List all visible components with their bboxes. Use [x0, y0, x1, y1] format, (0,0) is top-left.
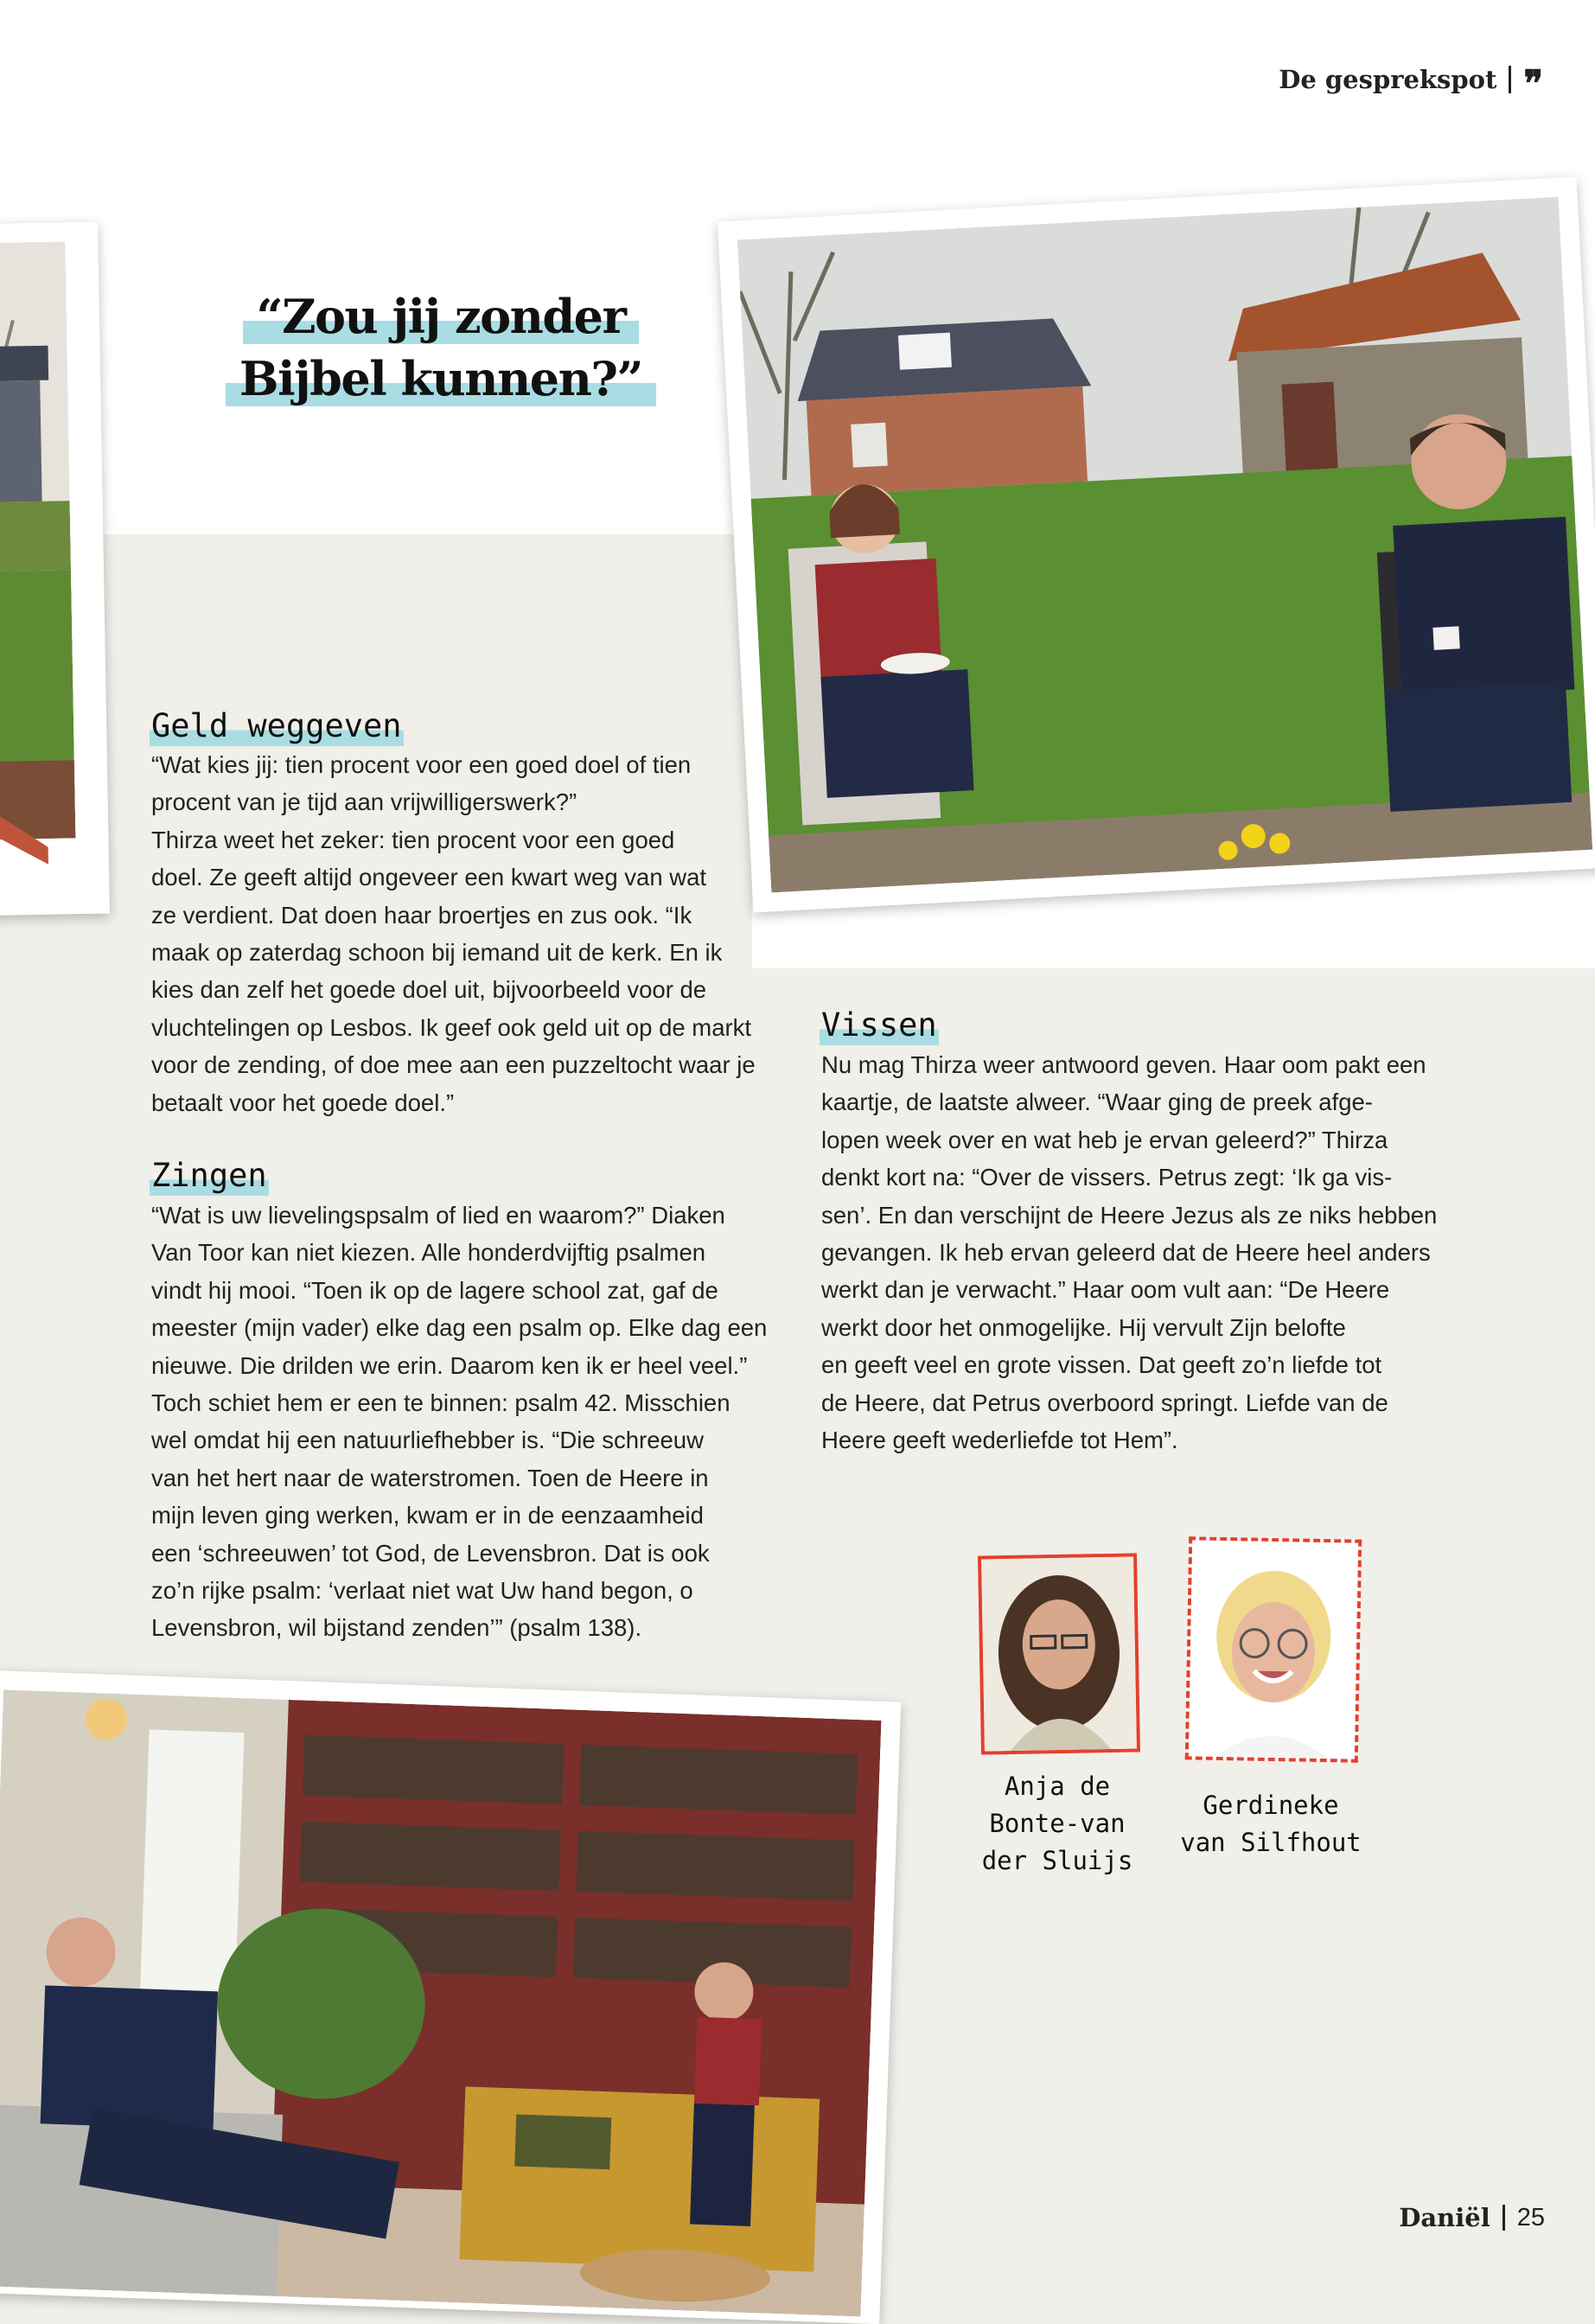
- body-line: ze verdient. Dat doen haar broertjes en zus ook. “Ik: [151, 901, 692, 929]
- body-line: werkt door het onmogelijke. Hij vervult Zijn belofte: [821, 1313, 1346, 1341]
- caption-line: Bonte-van: [989, 1809, 1126, 1838]
- body-line: Toch schiet hem er een te binnen: psalm 42. Misschien: [151, 1389, 731, 1417]
- author-portrait-gerdineke: [1185, 1536, 1362, 1762]
- garden-conversation-image: [737, 197, 1592, 893]
- title-line-1: “Zou jij zonder: [243, 289, 640, 344]
- body-line: de Heere, dat Petrus overboord springt. Liefde van de: [821, 1389, 1388, 1416]
- article-title: [225, 285, 657, 410]
- body-line: Heere geeft wederliefde tot Hem”.: [821, 1427, 1178, 1454]
- section-heading-zingen: Zingen: [151, 1157, 267, 1194]
- section-heading-vissen: Vissen: [821, 1006, 937, 1044]
- body-line: Van Toor kan niet kiezen. Alle honderdvijftig psalmen: [151, 1239, 706, 1267]
- header-divider: [1509, 66, 1511, 93]
- body-line: werkt dan je verwacht.” Haar oom vult aan: “De Heere: [821, 1276, 1390, 1304]
- body-line: een ‘schreeuwen’ tot God, de Levensbron. Dat is ook: [151, 1539, 710, 1567]
- section-name: De gesprekspot: [1279, 65, 1497, 94]
- body-line: Thirza weet het zeker: tien procent voor een goed: [151, 826, 675, 853]
- photo-garden-conversation: [718, 177, 1595, 913]
- body-line: zo’n rijke psalm: ‘verlaat niet wat Uw hand begon, o: [151, 1577, 693, 1605]
- body-line: van het hert naar de waterstromen. Toen de Heere in: [151, 1464, 709, 1491]
- body-line: doel. Ze geeft altijd ongeveer een kwart weg van wat: [151, 864, 707, 891]
- body-line: gevangen. Ik heb ervan geleerd dat de Heere heel anders: [821, 1239, 1431, 1267]
- body-line: “Wat is uw lievelingspsalm of lied en waarom?” Diaken: [151, 1202, 725, 1229]
- caption-line: der Sluijs: [981, 1846, 1133, 1875]
- body-line: kies dan zelf het goede doel uit, bijvoorbeeld voor de: [151, 976, 707, 1004]
- author-caption-gerdineke: [1167, 1787, 1375, 1861]
- body-line: betaalt voor het goede doel.”: [151, 1089, 455, 1116]
- magazine-name: Daniël: [1399, 2203, 1490, 2232]
- author-caption-anja: [967, 1768, 1148, 1880]
- body-line: lopen week over en wat heb je ervan geleerd?” Thirza: [821, 1126, 1388, 1153]
- body-line: denkt kort na: “Over de vissers. Petrus zegt: ‘Ik ga vis-: [821, 1164, 1393, 1191]
- quote-icon: ❞: [1523, 62, 1543, 105]
- body-line: kaartje, de laatste alweer. “Waar ging de preek afge-: [821, 1089, 1373, 1116]
- photo-living-room: [0, 1670, 901, 2324]
- body-line: wel omdat hij een natuurliefhebber is. “Die schreeuw: [151, 1427, 704, 1454]
- body-line: mijn leven ging werken, kwam er in de eenzaamheid: [151, 1502, 704, 1529]
- body-line: en geeft veel en grote vissen. Dat geeft zo’n liefde tot: [821, 1351, 1382, 1379]
- garden-photo-image: [0, 241, 80, 1116]
- section-heading-geld: Geld weggeven: [151, 707, 402, 744]
- running-header: [1279, 57, 1543, 105]
- body-line: procent van je tijd aan vrijwilligerswerk?”: [151, 788, 577, 816]
- photo-garden-left: [0, 222, 110, 916]
- body-line: Nu mag Thirza weer antwoord geven. Haar oom pakt een: [821, 1051, 1426, 1078]
- body-line: nieuwe. Die drilden we erin. Daarom ken ik er heel veel.”: [151, 1351, 748, 1379]
- body-line: Levensbron, wil bijstand zenden’” (psalm 138).: [151, 1614, 642, 1642]
- body-line: “Wat kies jij: tien procent voor een goed doel of tien: [151, 751, 692, 778]
- section-body-zingen: [151, 1197, 791, 1647]
- body-line: sen’. En dan verschijnt de Heere Jezus als ze niks hebben: [821, 1201, 1438, 1229]
- body-line: vindt hij mooi. “Toen ik op de lagere school zat, gaf de: [151, 1276, 718, 1304]
- body-line: vluchtelingen op Lesbos. Ik geef ook geld uit op de markt: [151, 1013, 752, 1041]
- title-line-2: Bijbel kunnen?”: [226, 351, 656, 406]
- footer-divider: [1502, 2205, 1505, 2231]
- section-body-geld: [151, 746, 791, 1121]
- gerdineke-photo-image: [1189, 1540, 1358, 1759]
- section-body-vissen: [821, 1046, 1478, 1459]
- body-line: voor de zending, of doe mee aan een puzzeltocht waar je: [151, 1051, 756, 1079]
- caption-line: Gerdineke: [1203, 1791, 1339, 1820]
- living-room-image: [0, 1689, 881, 2316]
- body-line: meester (mijn vader) elke dag een psalm op. Elke dag een: [151, 1314, 768, 1342]
- page-footer: [1399, 2203, 1545, 2232]
- caption-line: Anja de: [1004, 1772, 1111, 1801]
- author-portrait-anja: [978, 1553, 1140, 1754]
- caption-line: van Silfhout: [1180, 1828, 1362, 1857]
- page-number: 25: [1516, 2203, 1545, 2231]
- anja-photo-image: [981, 1556, 1137, 1751]
- body-line: maak op zaterdag schoon bij iemand uit de kerk. En ik: [151, 939, 723, 967]
